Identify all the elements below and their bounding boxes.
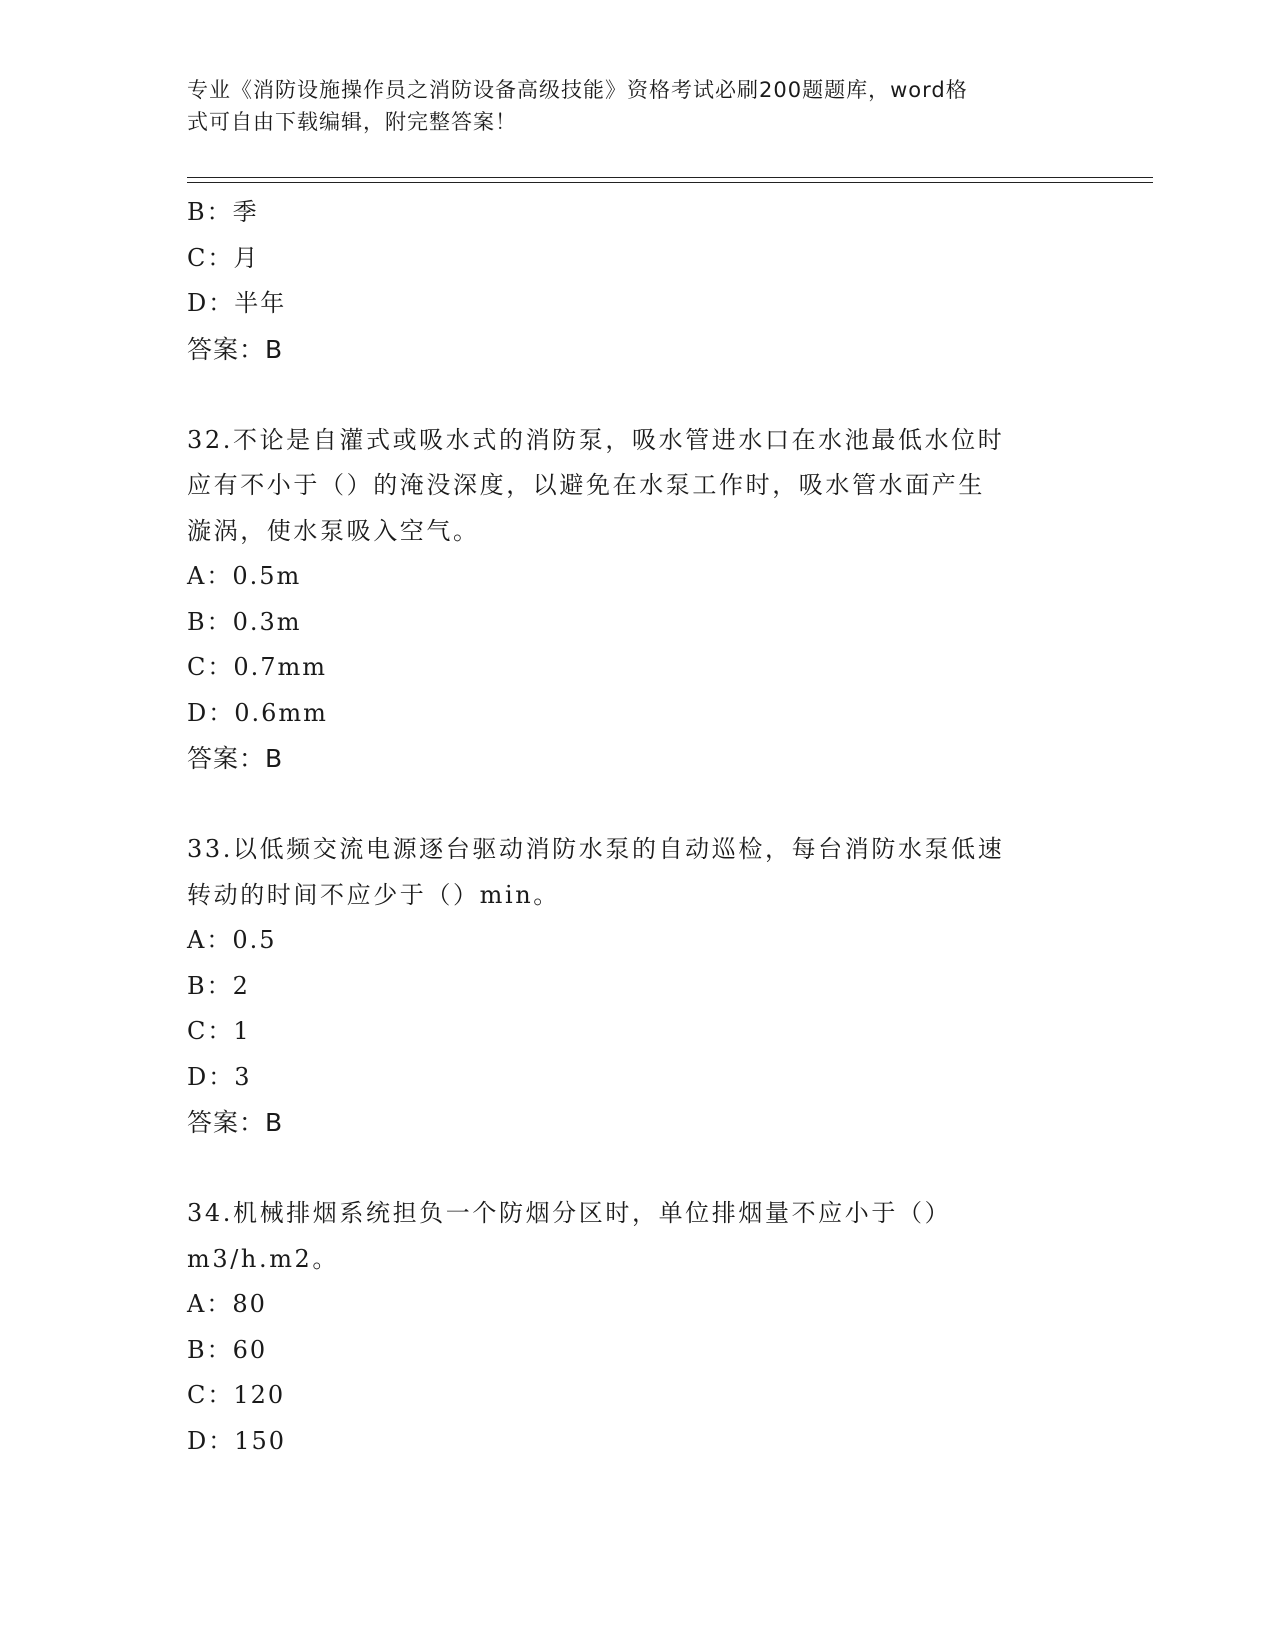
option-b: B：0.3m <box>187 607 302 636</box>
question-text-line: 32.不论是自灌式或吸水式的消防泵，吸水管进水口在水池最低水位时 <box>187 425 1005 454</box>
question-32 <box>187 418 1087 782</box>
option-b: B：季 <box>187 198 259 226</box>
option-d: D：半年 <box>187 289 287 317</box>
question-text-line: 33.以低频交流电源逐台驱动消防水泵的自动巡检，每台消防水泵低速 <box>187 835 1005 863</box>
question-31-tail <box>187 190 1087 372</box>
question-text-line: 转动的时间不应少于（）min。 <box>187 880 560 909</box>
option-d: D：150 <box>187 1426 287 1455</box>
spacer <box>187 372 1087 418</box>
question-33 <box>187 827 1087 1146</box>
header-line-1: 专业《消防设施操作员之消防设备高级技能》资格考试必刷200题题库，word格 <box>187 78 968 102</box>
question-text-line: m3/h.m2。 <box>187 1244 340 1273</box>
question-34 <box>187 1191 1087 1464</box>
document-header <box>187 74 1067 138</box>
spacer <box>187 782 1087 828</box>
answer-line: 答案：B <box>187 1108 284 1137</box>
option-a: A：0.5 <box>187 926 277 954</box>
spacer <box>187 1146 1087 1192</box>
option-c: C：月 <box>187 243 260 272</box>
answer-line: 答案：B <box>187 334 284 364</box>
option-c: C：120 <box>187 1381 286 1409</box>
header-divider-top <box>187 177 1153 178</box>
option-b: B：60 <box>187 1335 268 1364</box>
question-text-line: 漩涡，使水泵吸入空气。 <box>187 516 480 545</box>
header-divider-bottom <box>187 182 1153 183</box>
answer-line: 答案：B <box>187 744 284 773</box>
header-line-2: 式可自由下载编辑，附完整答案！ <box>187 110 517 134</box>
question-text-line: 应有不小于（）的淹没深度，以避免在水泵工作时，吸水管水面产生 <box>187 471 985 499</box>
option-b: B：2 <box>187 971 250 1000</box>
option-c: C：1 <box>187 1017 251 1045</box>
option-a: A：80 <box>187 1290 267 1318</box>
question-list <box>187 190 1087 1464</box>
option-d: D：0.6mm <box>187 698 328 727</box>
option-a: A：0.5m <box>187 562 302 590</box>
option-d: D：3 <box>187 1062 252 1091</box>
option-c: C：0.7mm <box>187 653 328 681</box>
question-text-line: 34.机械排烟系统担负一个防烟分区时，单位排烟量不应小于（） <box>187 1199 952 1227</box>
